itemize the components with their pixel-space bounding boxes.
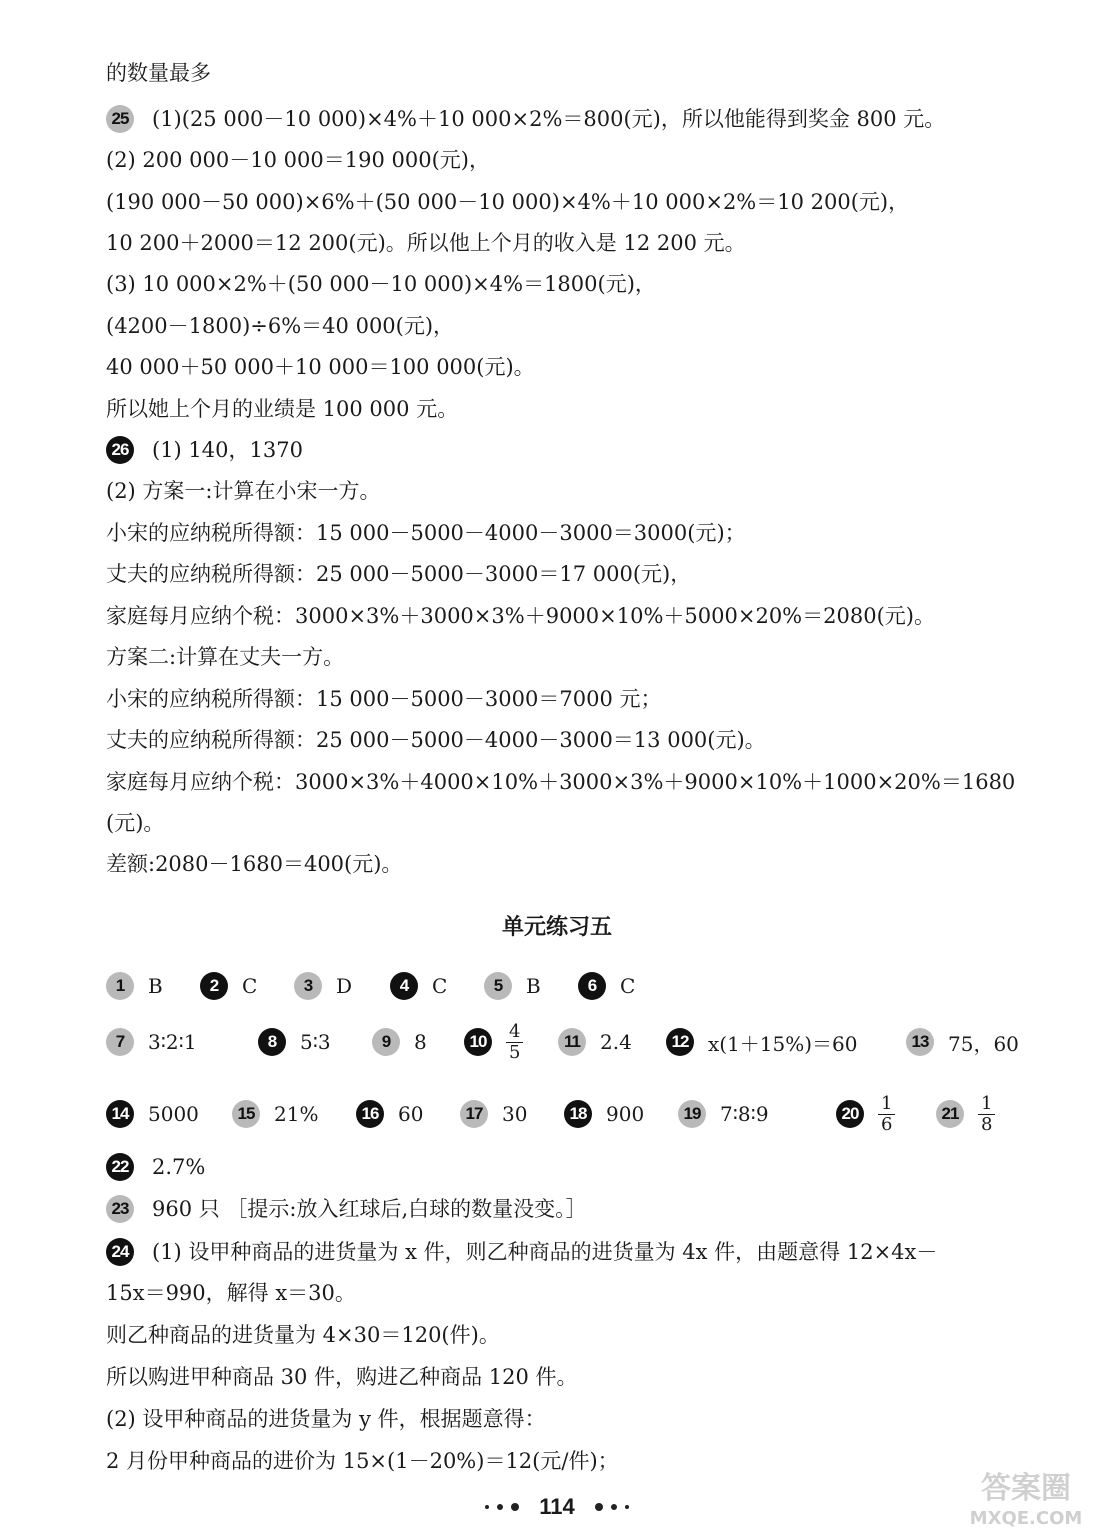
dot-icon [595,1503,603,1511]
answer-item: 6 C [578,962,635,1010]
watermark-url: MXQE.COM [969,1508,1083,1529]
question-number-badge: 16 [356,1100,384,1128]
answer-item [836,1090,895,1138]
text-line: 24 (1) 设甲种商品的进货量为 x 件，则乙种商品的进货量为 4x 件，由题意得 12×4x－ [106,1237,937,1267]
question-number-badge: 23 [106,1195,134,1223]
answer-item: 3 D [294,962,352,1010]
page-number: 114 [539,1494,575,1520]
text-line: 则乙种商品的进货量为 4×30＝120(件)。 [106,1323,500,1347]
answer-item: 15 21% [232,1090,318,1138]
question-number-badge: 10 [464,1028,492,1056]
text-line: 26 (1) 140，1370 [106,435,303,465]
question-number-badge: 6 [578,972,606,1000]
text-line: 丈夫的应纳税所得额：25 000－5000－3000＝17 000(元)， [106,562,692,586]
text-line: 23 960 只 ［提示:放入红球后,白球的数量没变。］ [106,1194,587,1224]
text-line: (2) 方案一:计算在小宋一方。 [106,479,381,503]
text-line: 家庭每月应纳个税：3000×3%＋3000×3%＋9000×10%＋5000×20%＝2080(元)。 [106,604,935,628]
fraction: $\frac{4}{5}$ [506,1022,523,1063]
text-line: 25 (1)(25 000－10 000)×4%＋10 000×2%＝800(元)，所以他能得到奖金 800 元。 [106,104,945,134]
text-line: 丈夫的应纳税所得额：25 000－5000－4000－3000＝13 000(元)。 [106,728,766,752]
answer-item: 18 900 [564,1090,644,1138]
answer-item: 4 C [390,962,447,1010]
question-number-badge: 15 [232,1100,260,1128]
question-number-badge: 24 [106,1238,134,1266]
answer-item [936,1090,995,1138]
fraction: $\frac{1}{8}$ [978,1094,995,1135]
question-number-badge: 12 [666,1028,694,1056]
question-number-badge: 3 [294,972,322,1000]
answer-item: 13 75，60 [906,1018,1019,1066]
text-line: (190 000－50 000)×6%＋(50 000－10 000)×4%＋10 000×2%＝10 200(元)， [106,190,910,214]
question-number-badge: 5 [484,972,512,1000]
text-line: (2) 200 000－10 000＝190 000(元)， [106,148,490,172]
question-number-badge: 20 [836,1100,864,1128]
answer-item: 2 C [200,962,257,1010]
question-number-badge: 21 [936,1100,964,1128]
question-number-badge: 1 [106,972,134,1000]
question-number-badge: 25 [106,105,134,133]
answer-item: 11 2.4 [558,1018,632,1066]
text-line: (3) 10 000×2%＋(50 000－10 000)×4%＝1800(元)， [106,272,656,296]
question-number-badge: 7 [106,1028,134,1056]
answer-item: 9 8 [372,1018,427,1066]
question-number-badge: 14 [106,1100,134,1128]
dot-icon [497,1504,503,1510]
answer-item [464,1018,523,1066]
text-line: 家庭每月应纳个税：3000×3%＋4000×10%＋3000×3%＋9000×10%＋1000×20%＝1680 [106,770,1016,794]
text-line: 22 2.7% [106,1152,205,1182]
text-line: 40 000＋50 000＋10 000＝100 000(元)。 [106,355,535,379]
question-number-badge: 18 [564,1100,592,1128]
question-number-badge: 2 [200,972,228,1000]
dot-icon [511,1503,519,1511]
text-line: 差额:2080－1680＝400(元)。 [106,852,403,876]
text-line: (元)。 [106,811,165,835]
dot-icon [625,1505,629,1509]
answer-item: 17 30 [460,1090,527,1138]
text-line: (2) 设甲种商品的进货量为 y 件，根据题意得： [106,1407,546,1431]
question-number-badge: 9 [372,1028,400,1056]
section-title: 单元练习五 [501,915,612,940]
question-number-badge: 8 [258,1028,286,1056]
text-line: 所以她上个月的业绩是 100 000 元。 [106,397,459,421]
text-line: 15x＝990，解得 x＝30。 [106,1281,356,1305]
question-number-badge: 17 [460,1100,488,1128]
answer-item: 16 60 [356,1090,423,1138]
text-line: 方案二:计算在丈夫一方。 [106,645,345,669]
dot-icon [485,1505,489,1509]
question-number-badge: 13 [906,1028,934,1056]
answer-item: 1 B [106,962,163,1010]
question-number-badge: 4 [390,972,418,1000]
text-line: 2 月份甲种商品的进价为 15×(1－20%)＝12(元/件)； [106,1449,619,1473]
text-line: 的数量最多 [106,61,211,85]
answer-item: 19 7∶8∶9 [678,1090,769,1138]
question-number-badge: 11 [558,1028,586,1056]
answer-item: 12 x(1＋15%)＝60 [666,1018,858,1066]
text-line: 所以购进甲种商品 30 件，购进乙种商品 120 件。 [106,1365,578,1389]
answer-item: 14 5000 [106,1090,199,1138]
answer-item: 8 5∶3 [258,1018,331,1066]
text-line: 小宋的应纳税所得额：15 000－5000－3000＝7000 元； [106,687,662,711]
fraction: $\frac{1}{6}$ [878,1094,895,1135]
question-number-badge: 22 [106,1153,134,1181]
text-line: 小宋的应纳税所得额：15 000－5000－4000－3000＝3000(元)； [106,521,746,545]
question-number-badge: 19 [678,1100,706,1128]
answer-item: 7 3∶2∶1 [106,1018,197,1066]
text-line: 10 200＋2000＝12 200(元)。所以他上个月的收入是 12 200 元。 [106,231,746,255]
watermark-title: 答案圈 [981,1471,1071,1506]
question-number-badge: 26 [106,436,134,464]
dot-icon [611,1504,617,1510]
text-line: (4200－1800)÷6%＝40 000(元)， [106,314,455,338]
answer-item: 5 B [484,962,541,1010]
watermark-logo [946,1464,1106,1530]
